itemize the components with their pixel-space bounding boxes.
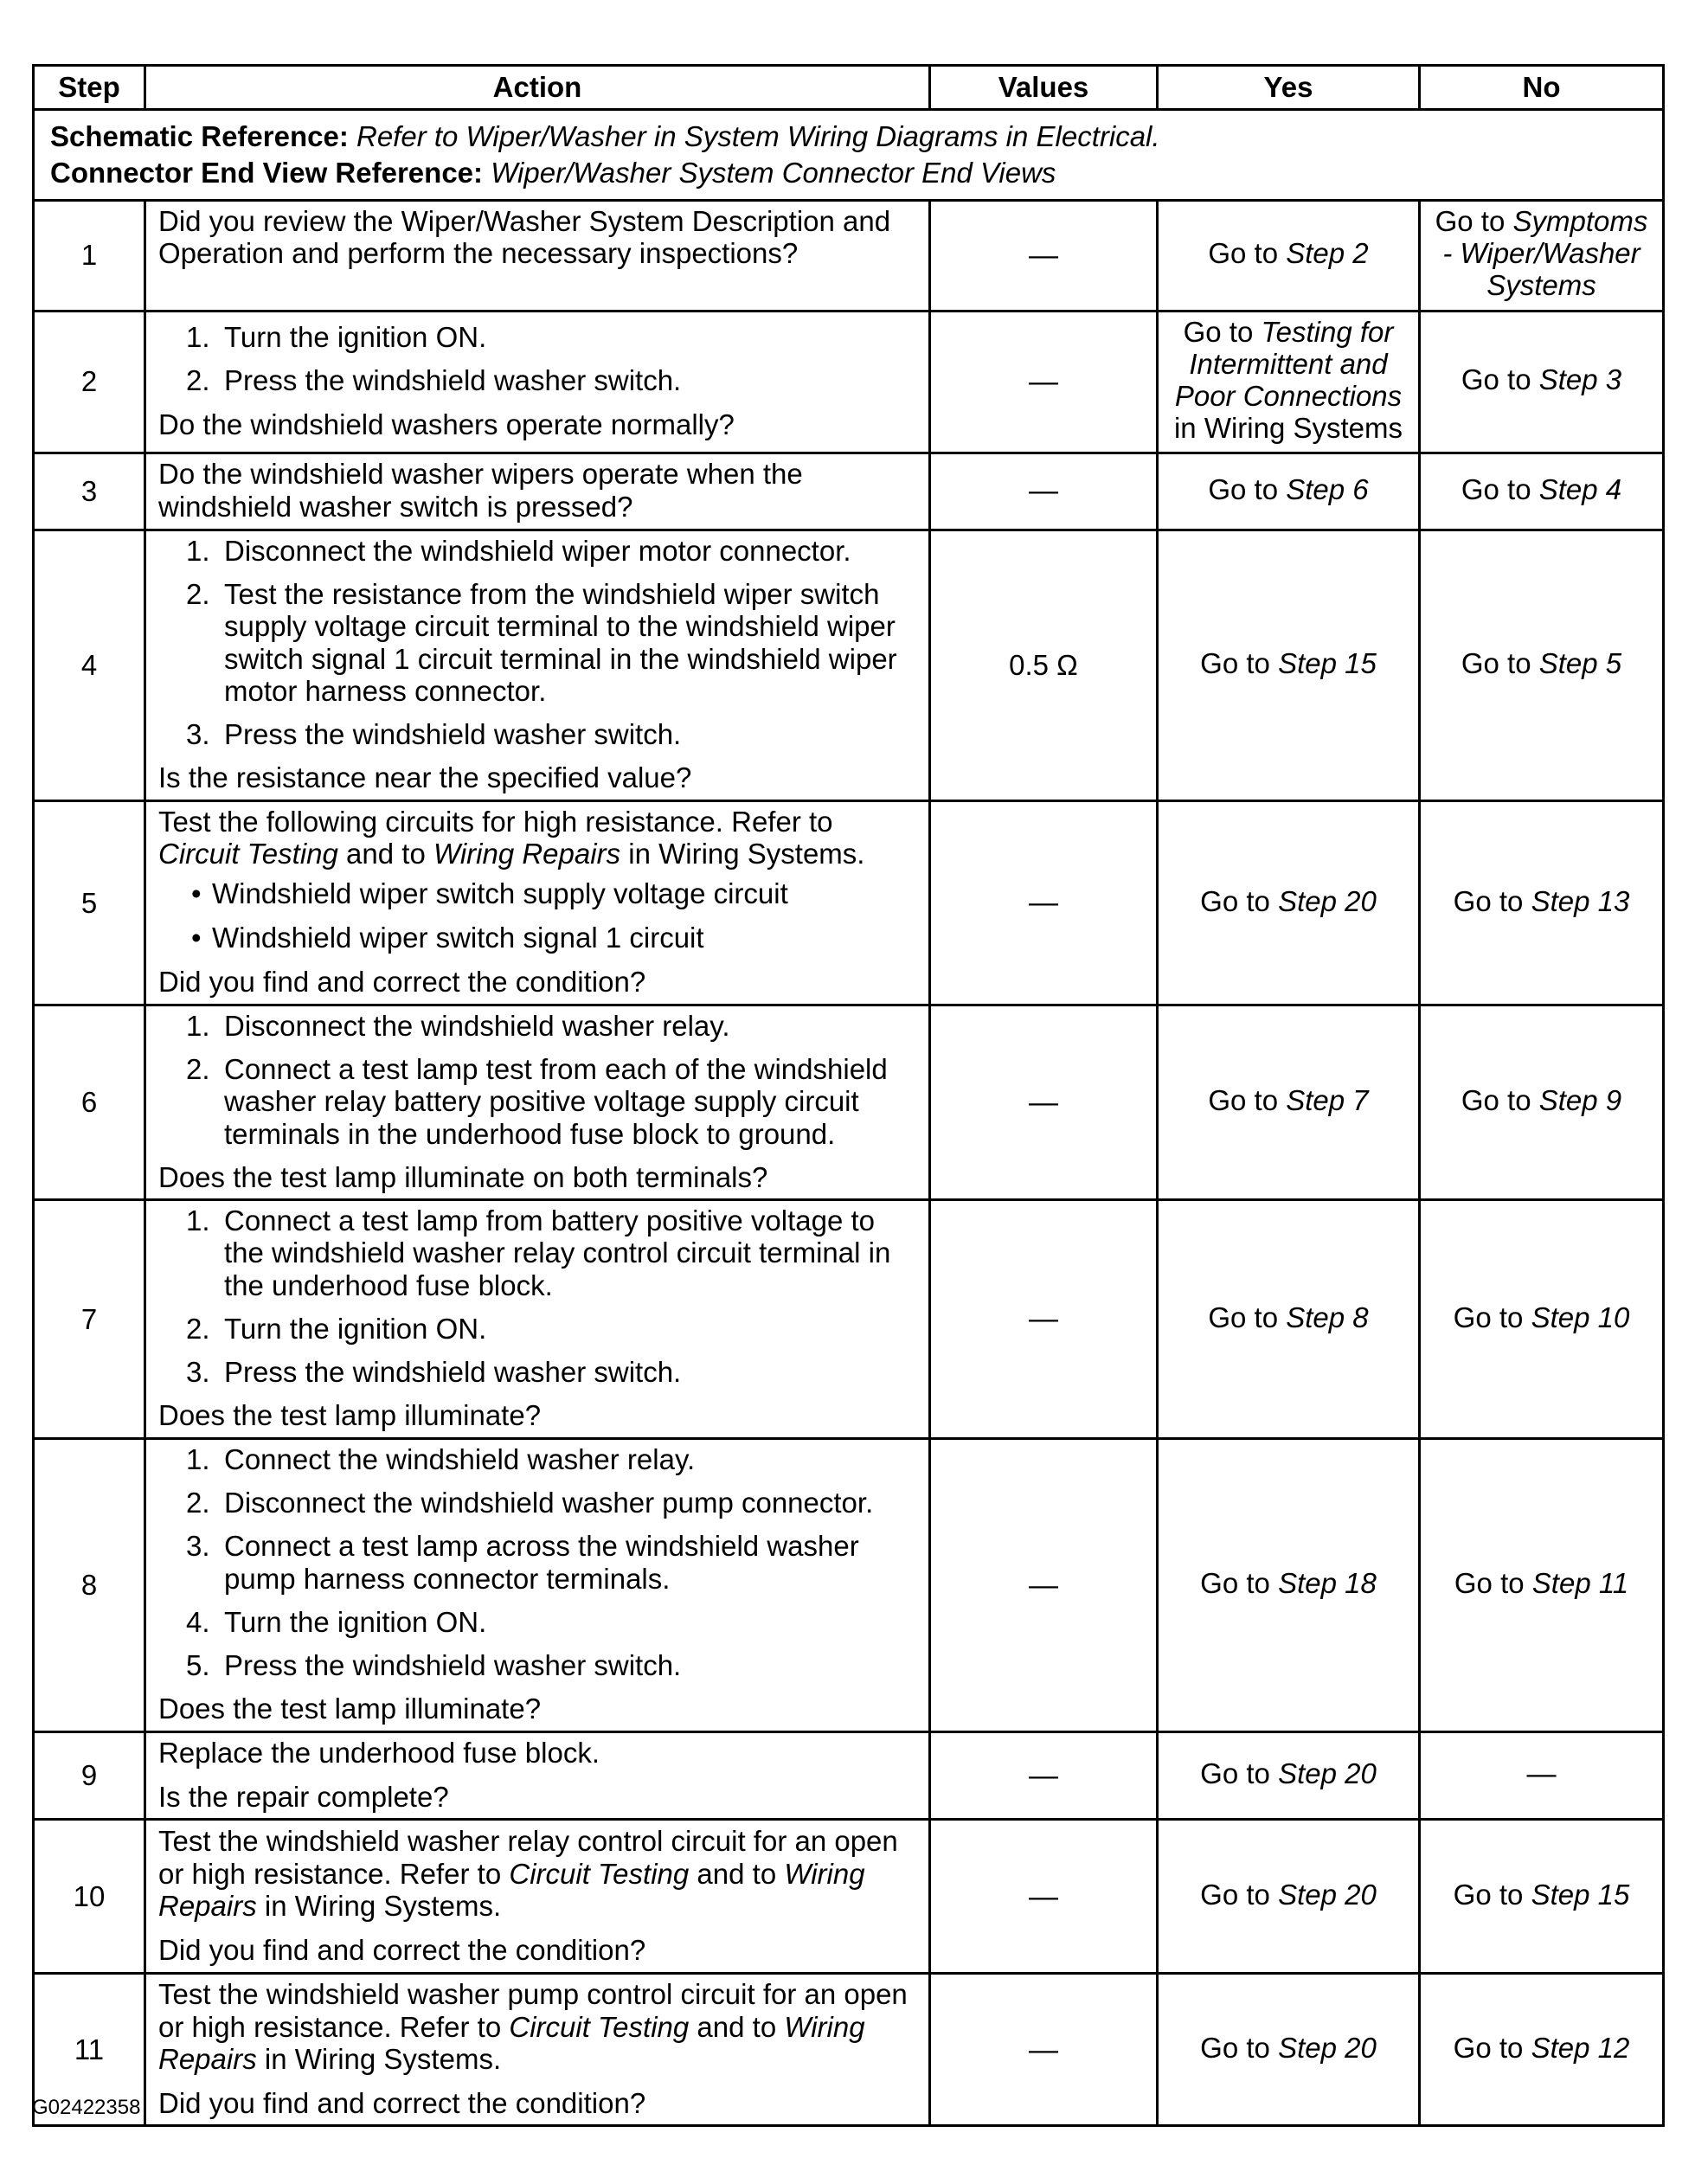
table-row — [34, 453, 1664, 530]
table-row — [34, 1005, 1664, 1199]
step-yes: Go to Testing for Intermittent and Poor Connections in Wiring Systems — [1158, 311, 1420, 453]
list-item: 1. Turn the ignition ON. — [186, 321, 487, 354]
step-number: 6 — [34, 1005, 145, 1199]
list-item: 4. Turn the ignition ON. — [186, 1605, 487, 1638]
step-number: 9 — [34, 1731, 145, 1820]
step-action: 1. Disconnect the windshield wiper motor connector. 2. Test the resistance from the windshield wiper switch supply voltage circuit terminal to the windshield wiper switch signal 1 circuit terminal in the windshield wiper motor harness connector. 3. Press the windshield washer switch. Is the resistance near the specified value? — [145, 530, 930, 800]
step-value: — — [930, 200, 1158, 311]
step-yes: Go to Step 8 — [1158, 1200, 1420, 1439]
reference-row — [34, 110, 1664, 201]
list-item: 3. Press the windshield washer switch. — [186, 718, 682, 751]
header-values: Values — [930, 66, 1158, 110]
step-no: Go to Step 5 — [1420, 530, 1664, 800]
step-yes: Go to Step 20 — [1158, 800, 1420, 1005]
step-number: 5 — [34, 800, 145, 1005]
diagnostic-table — [32, 64, 1665, 2127]
list-item: 5. Press the windshield washer switch. — [186, 1649, 682, 1682]
table-row — [34, 1438, 1664, 1731]
step-value: — — [930, 1438, 1158, 1731]
list-item: 1. Disconnect the windshield washer relay. — [186, 1009, 730, 1042]
step-number: 4 — [34, 530, 145, 800]
step-number: 10 — [34, 1820, 145, 1974]
list-item: 1. Connect the windshield washer relay. — [186, 1442, 696, 1475]
step-no: Go to Step 12 — [1420, 1974, 1664, 2126]
list-item: 3. Connect a test lamp across the windshield washer pump harness connector terminals. — [186, 1530, 859, 1595]
step-no: Go to Symptoms - Wiper/Washer Systems — [1420, 200, 1664, 311]
step-no: — — [1420, 1731, 1664, 1820]
step-value: — — [930, 1974, 1158, 2126]
schematic-reference: Schematic Reference: Refer to Wiper/Washer in System Wiring Diagrams in Electrical. — [50, 120, 1160, 152]
table-row — [34, 1200, 1664, 1439]
list-item: • Windshield wiper switch signal 1 circuit — [191, 921, 704, 954]
step-value: — — [930, 453, 1158, 530]
step-number: 11 — [34, 1974, 145, 2126]
step-yes: Go to Step 20 — [1158, 1731, 1420, 1820]
header-step: Step — [34, 66, 145, 110]
step-action: Replace the underhood fuse block. Is the repair complete? — [145, 1731, 930, 1820]
table-row — [34, 1731, 1664, 1820]
step-no: Go to Step 13 — [1420, 800, 1664, 1005]
table-row — [34, 1820, 1664, 1974]
table-row — [34, 1974, 1664, 2126]
list-item: 2. Test the resistance from the windshield wiper switch supply voltage circuit terminal to the windshield wiper switch signal 1 circuit terminal in the windshield wiper motor harness connector. — [186, 577, 897, 707]
step-action: 1. Connect a test lamp from battery positive voltage to the windshield washer relay control circuit terminal in the underhood fuse block. 2. Turn the ignition ON. 3. Press the windshield washer switch. Does the test lamp illuminate? — [145, 1200, 930, 1439]
step-value: — — [930, 311, 1158, 453]
step-no: Go to Step 10 — [1420, 1200, 1664, 1439]
step-action: Test the windshield washer relay control circuit for an open or high resistance. Refer to Circuit Testing and to Wiring Repairs in Wiring Systems. Did you find and correct the condition? — [145, 1820, 930, 1974]
header-action: Action — [145, 66, 930, 110]
step-number: 8 — [34, 1438, 145, 1731]
reference-cell — [34, 110, 1664, 201]
step-yes: Go to Step 20 — [1158, 1820, 1420, 1974]
table-row — [34, 200, 1664, 311]
step-action: 1. Turn the ignition ON. 2. Press the windshield washer switch. Do the windshield washers operate normally? — [145, 311, 930, 453]
header-row — [34, 66, 1664, 110]
step-no: Go to Step 9 — [1420, 1005, 1664, 1199]
step-no: Go to Step 15 — [1420, 1820, 1664, 1974]
step-yes: Go to Step 6 — [1158, 453, 1420, 530]
step-yes: Go to Step 7 — [1158, 1005, 1420, 1199]
header-yes: Yes — [1158, 66, 1420, 110]
step-yes: Go to Step 18 — [1158, 1438, 1420, 1731]
connector-reference: Connector End View Reference: Wiper/Washer System Connector End Views — [50, 157, 1056, 189]
step-no: Go to Step 11 — [1420, 1438, 1664, 1731]
step-yes: Go to Step 2 — [1158, 200, 1420, 311]
step-value: 0.5 Ω — [930, 530, 1158, 800]
step-number: 3 — [34, 453, 145, 530]
step-action: Do the windshield washer wipers operate when the windshield washer switch is pressed? — [145, 453, 930, 530]
step-action: Did you review the Wiper/Washer System Description and Operation and perform the necessary inspections? — [145, 200, 930, 311]
step-value: — — [930, 1820, 1158, 1974]
step-number: 7 — [34, 1200, 145, 1439]
step-action: Test the following circuits for high resistance. Refer to Circuit Testing and to Wiring Repairs in Wiring Systems. • Windshield wiper switch supply voltage circuit • Windshield wiper switch signal 1 circuit Did you find and correct the condition? — [145, 800, 930, 1005]
step-yes: Go to Step 20 — [1158, 1974, 1420, 2126]
step-value: — — [930, 800, 1158, 1005]
step-number: 2 — [34, 311, 145, 453]
table-row — [34, 530, 1664, 800]
step-no: Go to Step 4 — [1420, 453, 1664, 530]
figure-id: G02422358 — [32, 2096, 141, 2119]
step-number: 1 — [34, 200, 145, 311]
step-no: Go to Step 3 — [1420, 311, 1664, 453]
list-item: 1. Connect a test lamp from battery positive voltage to the windshield washer relay control circuit terminal in the underhood fuse block. — [186, 1204, 891, 1301]
list-item: 2. Turn the ignition ON. — [186, 1312, 487, 1345]
step-action: 1. Disconnect the windshield washer relay. 2. Connect a test lamp test from each of the windshield washer relay battery positive voltage supply circuit terminals in the underhood fuse block to ground. Does the test lamp illuminate on both terminals? — [145, 1005, 930, 1199]
list-item: 2. Disconnect the windshield washer pump connector. — [186, 1487, 874, 1519]
step-action: Test the windshield washer pump control circuit for an open or high resistance. Refer to Circuit Testing and to Wiring Repairs in Wiring Systems. Did you find and correct the condition? — [145, 1974, 930, 2126]
list-item: • Windshield wiper switch supply voltage circuit — [191, 877, 788, 909]
header-no: No — [1420, 66, 1664, 110]
table-row — [34, 800, 1664, 1005]
table-row — [34, 311, 1664, 453]
step-yes: Go to Step 15 — [1158, 530, 1420, 800]
step-value: — — [930, 1731, 1158, 1820]
step-action: 1. Connect the windshield washer relay. 2. Disconnect the windshield washer pump connector. 3. Connect a test lamp across the windshield washer pump harness connector terminals. 4. Turn the ignition ON. 5. Press the windshield washer switch. Does the test lamp illuminate? — [145, 1438, 930, 1731]
list-item: 2. Connect a test lamp test from each of the windshield washer relay battery positive voltage supply circuit terminals in the underhood fuse block to ground. — [186, 1052, 888, 1150]
step-value: — — [930, 1200, 1158, 1439]
step-value: — — [930, 1005, 1158, 1199]
list-item: 1. Disconnect the windshield wiper motor connector. — [186, 534, 851, 567]
list-item: 2. Press the windshield washer switch. — [186, 364, 682, 397]
list-item: 3. Press the windshield washer switch. — [186, 1356, 682, 1389]
